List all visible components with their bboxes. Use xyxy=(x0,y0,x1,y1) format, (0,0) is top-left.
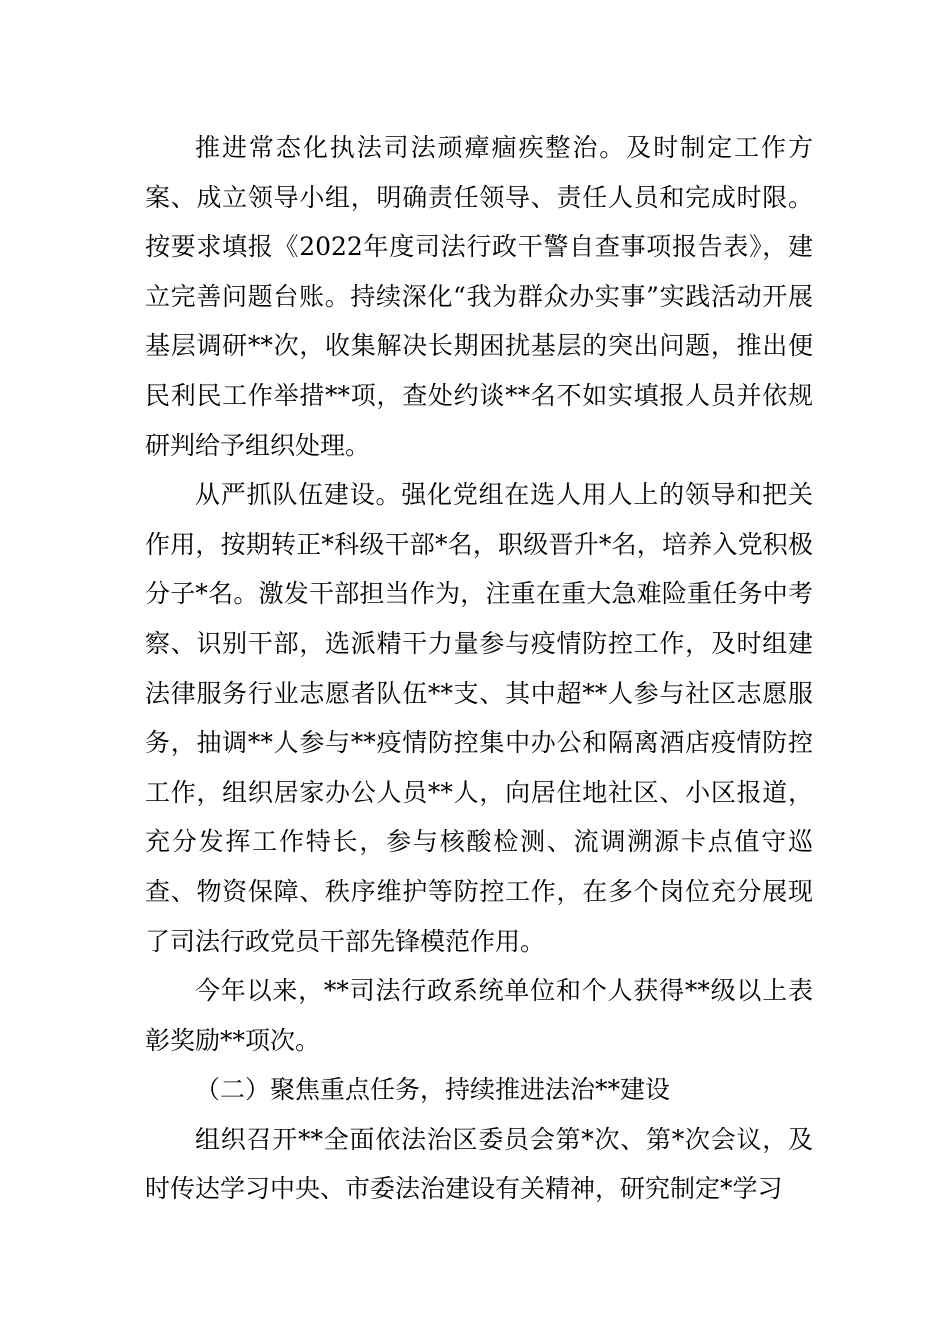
paragraph-awards: 今年以来，**司法行政系统单位和个人获得**级以上表彰奖励**项次。 xyxy=(145,976,813,1055)
paragraph-rectification: 推进常态化执法司法顽瘴痼疾整治。及时制定工作方案、成立领导小组，明确责任领导、责任人员和完成时限。按要求填报《2022年度司法行政干警自查事项报告表》，建立完善问题台账。持续深化“我为群众办实事”实践活动开展基层调研**次，收集解决长期困扰基层的突出问题，推出便民利民工作举措**项，查处约谈**名不如实填报人员并依规研判给予组织处理。 xyxy=(145,133,813,460)
document-body xyxy=(145,123,813,1214)
paragraph-team-building: 从严抓队伍建设。强化党组在选人用人上的领导和把关作用，按期转正*科级干部*名，职级晋升*名，培养入党积极分子*名。激发干部担当作为，注重在重大急难险重任务中考察、识别干部，选派精干力量参与疫情防控工作，及时组建法律服务行业志愿者队伍**支、其中超**人参与社区志愿服务，抽调**人参与**疫情防控集中办公和隔离酒店疫情防控工作，组织居家办公人员**人，向居住地社区、小区报道，充分发挥工作特长，参与核酸检测、流调溯源卡点值守巡查、物资保障、秩序维护等防控工作，在多个岗位充分展现了司法行政党员干部先锋模范作用。 xyxy=(145,480,813,956)
section-heading: （二）聚焦重点任务，持续推进法治**建设 xyxy=(195,1075,671,1105)
paragraph-committee-meetings: 组织召开**全面依法治区委员会第*次、第*次会议，及时传达学习中央、市委法治建设有关精神，研究制定*学习 xyxy=(145,1124,813,1204)
